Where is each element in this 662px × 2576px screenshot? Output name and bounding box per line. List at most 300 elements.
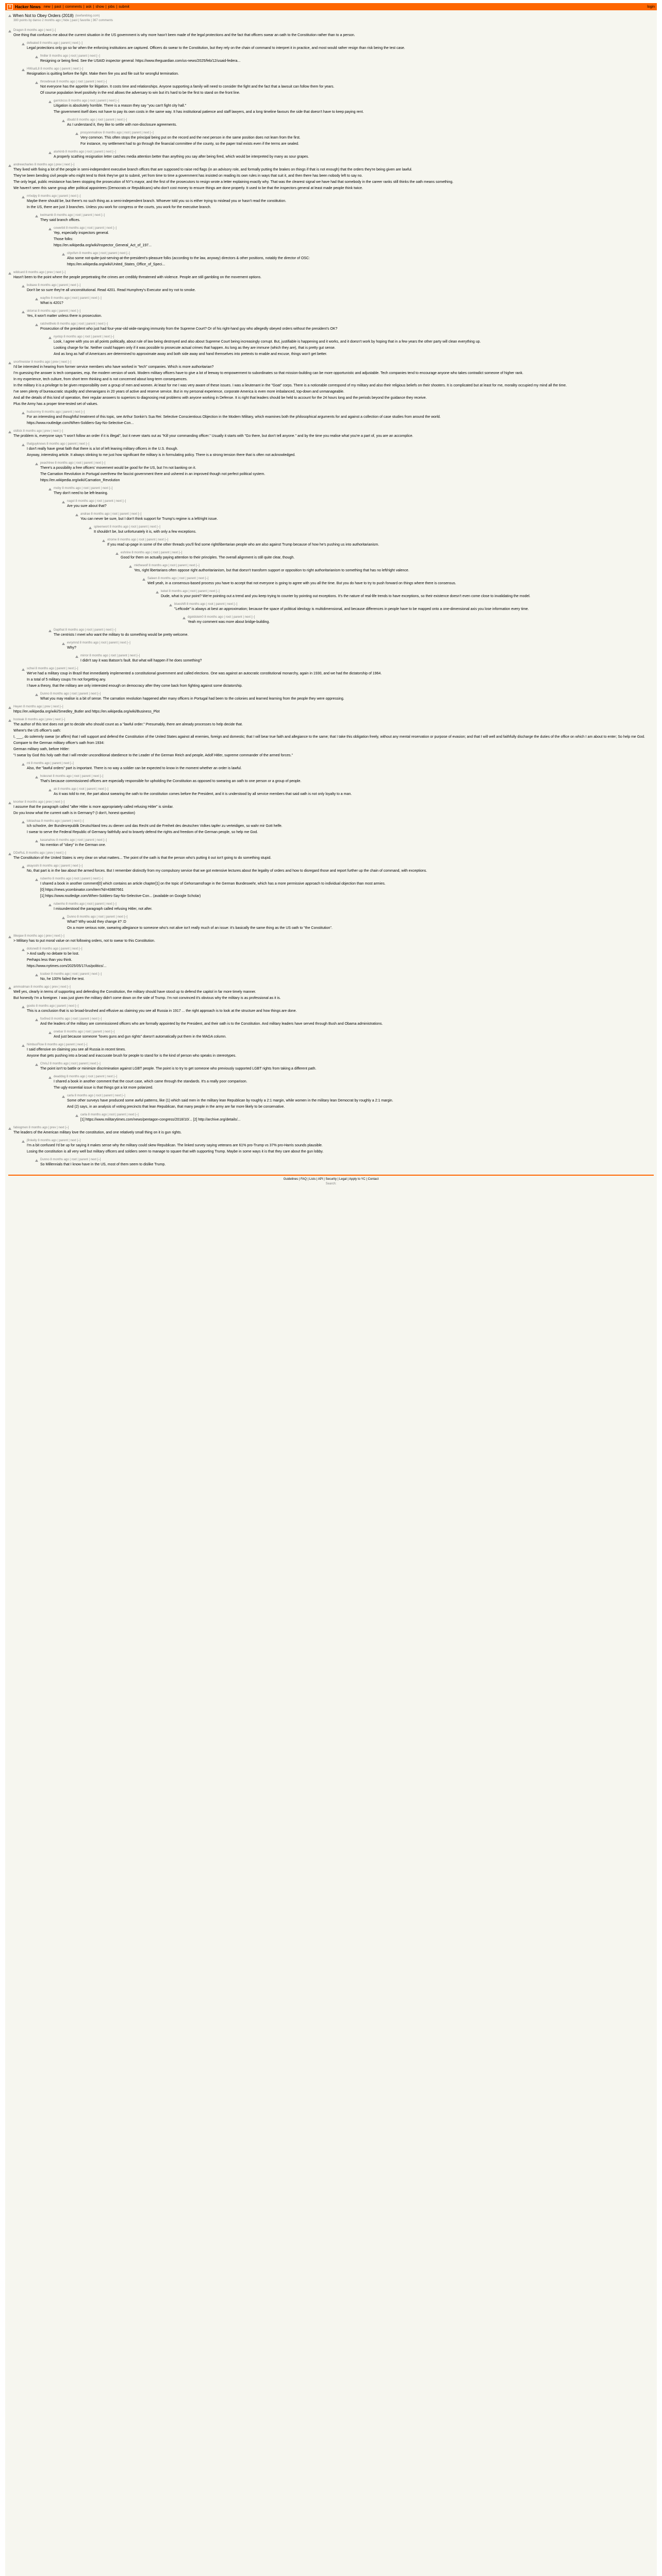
comment <box>8 513 654 523</box>
comment-text <box>27 824 654 835</box>
comment-text <box>40 84 654 95</box>
upvote-arrow-icon[interactable] <box>48 336 52 339</box>
comment-text <box>13 990 654 1001</box>
comment-paragraph: The centrists I meet who want the military to do something would be pretty welcome. <box>54 633 189 637</box>
story-subtext: 380 points by danso 2 months ago | hide | past | favorite | 367 comments <box>13 19 113 22</box>
upvote-arrow-icon[interactable] <box>8 936 11 938</box>
nav-link-past[interactable]: past <box>54 5 61 9</box>
comment-text <box>40 218 654 223</box>
nav-link-show[interactable]: show <box>95 5 104 9</box>
upvote-arrow-icon[interactable] <box>62 917 65 919</box>
comment-header[interactable]: cityofsm 8 months ago | root | parent | next [–] <box>67 252 130 255</box>
comment-header[interactable]: Heyen 8 months ago | prev | next [–] <box>13 705 63 708</box>
upvote-arrow-icon[interactable] <box>22 668 25 671</box>
comment <box>8 616 654 626</box>
comment-header[interactable]: Dragon 8 months ago | next [–] <box>13 29 56 32</box>
comment-text <box>54 104 654 114</box>
comment-header[interactable]: mkthewolf 8 months ago | root | parent | next [–] <box>134 564 200 567</box>
comment-tree <box>5 29 657 1168</box>
comment-header[interactable]: alurkinb 8 months ago | root | parent | next [–] <box>54 150 116 154</box>
comment <box>8 67 654 78</box>
comment-header[interactable]: ak 8 months ago | root | parent | next [–] <box>54 788 109 791</box>
comment-paragraph: I didn't say it was Batson's fault. But what will happen if he does something? <box>80 659 202 663</box>
nav-separator: | <box>62 5 64 9</box>
upvote-arrow-icon[interactable] <box>35 215 38 217</box>
upvote-arrow-icon[interactable] <box>48 904 52 906</box>
comment-text <box>40 466 654 483</box>
upvote-arrow-icon[interactable] <box>48 789 52 791</box>
comment-paragraph: I'm a bit confused I'd be up for saying it makes sense why the military could skew Republican. The linked survey saying veterans are 61% pro-Trump vs 37% pro-Harris sounds plausible. <box>27 1144 323 1147</box>
nav-link-ask[interactable]: ask <box>86 5 92 9</box>
comment-text <box>13 1130 654 1135</box>
upvote-arrow-icon[interactable] <box>35 324 38 326</box>
upvote-arrow-icon[interactable] <box>62 1095 65 1098</box>
comment-header[interactable]: blueshift 8 months ago | root | parent | next [–] <box>174 603 238 606</box>
comment-header[interactable]: rrrlxdpy 8 months ago | parent | next [–] <box>27 195 81 198</box>
comment-paragraph: [1] https://www.militarytimes.com/news/pentagon-congress/2018/10/... [2] http://archive.org/details/... <box>80 1118 241 1122</box>
comment-text <box>54 792 654 796</box>
comment <box>8 29 654 39</box>
upvote-arrow-icon[interactable] <box>22 1044 25 1047</box>
comment-header[interactable]: schwi 8 months ago | parent | next [–] <box>27 667 78 670</box>
upvote-arrow-icon[interactable] <box>129 565 132 568</box>
comment <box>8 1018 654 1028</box>
comment <box>8 916 654 932</box>
comment-header[interactable]: dbudd 8 months ago | root | parent | next [–] <box>67 118 127 122</box>
site-name[interactable]: Hacker News <box>15 4 41 9</box>
comment-text <box>40 59 654 63</box>
comment-header[interactable]: nyxtop 8 months ago | root | parent | next [–] <box>54 335 114 338</box>
nav-separator: | <box>116 5 118 9</box>
comment-paragraph: Legal protections only go so far when the enforcing institutions are captured. Officers do swear to the Constitution, but they rely on the chain of command to interpret it in practice, and most would rather resign than risk being the test case. <box>27 46 405 50</box>
comment <box>8 252 654 268</box>
comment-header[interactable]: Dapthat 8 months ago | root | parent | next [–] <box>54 629 116 632</box>
upvote-arrow-icon[interactable] <box>8 719 11 722</box>
comment-paragraph: The problem is, everyone says "I won't follow an order if it is illegal", but it never starts out as "Kill your commanding officer." Usually it starts with "Go there, but don't tell anyone." and by the time you realise what you're a part of, you are an accomplice. <box>13 434 413 438</box>
upvote-arrow-icon[interactable] <box>22 866 25 868</box>
comment-paragraph: Look, I agree with you on all points politically, about rule of law being destroyed and also about Supreme Court being increasingly corrupt. But, justifiable is happening and it works, and it doesn't work by hoping that in a few years the other party will clean everything up. <box>54 340 481 344</box>
upvote-arrow-icon[interactable] <box>35 56 38 58</box>
comment-text <box>40 843 654 848</box>
comment-paragraph: Why? <box>67 646 76 650</box>
upvote-arrow-icon[interactable] <box>156 591 159 594</box>
comment-paragraph: I'm guessing the answer is tech companies, esp. the modern version of work. Modern military officers have to give a lot of leeway to empowerment to subordinates so that mission-building can be more opportunistic and adjustable. Tech companies tend to encourage anyone who takes contradict someone of higher rank. <box>13 371 524 375</box>
upvote-arrow-icon[interactable] <box>8 362 11 364</box>
y-logo-icon[interactable]: Y <box>7 4 13 10</box>
upvote-arrow-icon[interactable] <box>35 1019 38 1021</box>
comment <box>8 1094 654 1111</box>
comment-text <box>67 646 654 650</box>
comment-header[interactable]: carla 8 months ago | root | parent | next [–] <box>80 1113 139 1116</box>
upvote-arrow-icon[interactable] <box>35 1063 38 1066</box>
comment-paragraph: https://www.nytimes.com/2025/05/17/us/politics/... <box>27 964 107 968</box>
upvote-arrow-icon[interactable] <box>8 272 11 275</box>
comment-header[interactable]: Saleen 8 months ago | root | parent | next [–] <box>147 577 209 580</box>
comment-header[interactable]: peachtree 8 months ago | root | parent | next [–] <box>40 462 106 465</box>
comment-paragraph: Also some not-quite-just-serving-at-the-president's-pleasure folks (according to the law, anyway) directors & other positions, notably the director of OSC: <box>67 257 310 260</box>
upvote-arrow-icon[interactable] <box>22 763 25 766</box>
comment-header[interactable]: kwimamb 8 months ago | root | parent | next [–] <box>40 214 105 217</box>
comment <box>8 1030 654 1041</box>
comment-paragraph: In my experience, tech culture, from short term thinking and is not concerned about long-term consequences. <box>13 378 188 381</box>
upvote-arrow-icon[interactable] <box>35 1159 38 1162</box>
upvote-arrow-icon[interactable] <box>35 776 38 778</box>
comment-paragraph: In the military it is a privilege to be given responsibility over a group of men and women. At least for me I was very aware of these issues. I was a lieutenant in the "Goat" corps. There is a noticeable correspond of my military and also their religious beliefs on their shooters. It is complicated but at least for me, morality occupied my mind all the time. <box>13 384 567 387</box>
comment-text <box>161 594 654 599</box>
comment-text <box>13 856 654 860</box>
upvote-arrow-icon[interactable] <box>89 527 92 529</box>
comment-header[interactable]: carla 8 months ago | root | parent | next [–] <box>67 1094 125 1097</box>
upvote-arrow-icon[interactable] <box>48 228 52 230</box>
comment <box>8 903 654 913</box>
comment-header[interactable]: fabiogmen 8 months ago | prev | next [–] <box>13 1126 69 1129</box>
comment-header[interactable]: evrymnd 8 months ago | root | parent | next [–] <box>67 641 130 645</box>
login-link[interactable]: login <box>647 5 655 9</box>
comment <box>8 1126 654 1137</box>
upvote-arrow-icon[interactable] <box>75 1114 78 1117</box>
top-bar <box>5 3 657 10</box>
upvote-arrow-icon[interactable] <box>75 655 78 658</box>
comment-paragraph: I, ___, do solemnly swear (or affirm) that I will support and defend the Constitution of the United States against all enemies, foreign and domestic; that I will bear true faith and allegiance to the same; that I take this obligation freely, without any mental reservation or purpose of evasion; and that I will well and faithfully discharge the duties of the office on which I am about to enter; So help me God. <box>13 735 645 739</box>
comment-header[interactable]: snorfmeister 8 months ago | prev | next [–] <box>13 361 72 364</box>
comment-text <box>54 491 654 496</box>
comment-paragraph: Resignation is quitting before the fight. Make them fire you and file suit for wrongful termination. <box>27 72 179 76</box>
comment-header[interactable]: fmiller 8 months ago | root | parent | next [–] <box>40 55 100 58</box>
comment-paragraph: Very common. This often stops the principal being put on the record and the next person in the same position does not learn from the first. <box>80 136 301 140</box>
comment <box>8 973 654 983</box>
comment-header[interactable]: spleenwort 8 months ago | root | parent | next [–] <box>94 526 160 529</box>
story-title[interactable]: When Not to Obey Orders (2018) <box>13 13 74 18</box>
upvote-arrow-icon[interactable] <box>22 1006 25 1008</box>
comment-text <box>40 882 654 899</box>
comment-text <box>54 1035 654 1039</box>
nav-link-submit[interactable]: submit <box>119 5 129 9</box>
comment-paragraph: Perhaps less than you think. <box>27 958 72 962</box>
comment-header[interactable]: throwbreak 8 months ago | root | parent | next [–] <box>40 80 107 83</box>
comment-paragraph: Also, the "lawful orders" part is important. There is no way a soldier can be expected to know in the moment whether an order is lawful. <box>27 767 242 770</box>
comment-paragraph: Well yeah, in a consensus-based process you have to accept that not everyone is going to agree with you all the time. But you do have to try to push forward on things where there is consensus. <box>147 582 456 585</box>
comment-text <box>27 1047 654 1058</box>
comment <box>8 947 654 970</box>
comment-header[interactable]: DDeRuL 8 months ago | prev | next [–] <box>13 852 66 855</box>
upvote-arrow-icon[interactable] <box>22 444 25 446</box>
comment-header[interactable]: xtrome 8 months ago | root | parent | next [–] <box>107 538 169 541</box>
upvote-arrow-icon[interactable] <box>35 878 38 881</box>
comment-header[interactable]: defeated 8 months ago | parent | next [–] <box>27 42 82 45</box>
upvote-arrow-icon[interactable] <box>35 693 38 696</box>
comment-paragraph: Prosecution of the president who just had four-year-old wide-ranging immunity from the Supreme Court? Or of his right-hand guy who allegedly obeyed orders without the president's OK? <box>40 327 338 331</box>
footer-links[interactable]: Guidelines | FAQ | Lists | API | Security | Legal | Apply to YC | Contact <box>283 1178 379 1181</box>
comment-header[interactable]: bobaxe 8 months ago | parent | next [–] <box>27 284 81 287</box>
comment-header[interactable]: sktorrai 8 months ago | parent | next [–] <box>27 310 81 313</box>
comment <box>8 55 654 65</box>
comment-header[interactable]: Dunno 8 months ago | root | parent | next [–] <box>67 916 128 919</box>
comment-paragraph: I have a theory, that the military are only interested enough on democracy after they come back from fighting against some dictatorship. <box>27 684 243 688</box>
comment-text <box>27 415 654 426</box>
comment-paragraph: A properly scathing resignation letter catches media attention better than anything you say after being fired, which would be interpreted by many as sour grapes. <box>54 155 309 159</box>
comment-header[interactable]: thatguyknows 8 months ago | parent | next [–] <box>27 443 90 446</box>
comment <box>8 629 654 639</box>
upvote-arrow-icon[interactable] <box>102 539 105 542</box>
comment <box>8 526 654 536</box>
comment <box>8 551 654 562</box>
upvote-arrow-icon[interactable] <box>22 69 25 71</box>
upvote-arrow-icon[interactable] <box>35 463 38 465</box>
comment-paragraph: https://www.routledge.com/When-Soldiers-Say-No-Selective-Con... <box>27 421 134 425</box>
upvote-arrow-icon[interactable] <box>8 987 11 989</box>
comment-paragraph: The point isn't to battle or minimize discrimination against LGBT people. The point is to try to get someone who previously supported LGBT rights from taking a different path. <box>40 1067 317 1071</box>
comment-header[interactable]: hosteak 8 months ago | prev | next [–] <box>13 718 65 721</box>
comment <box>8 500 654 510</box>
comment-paragraph: German military oath, before Hitler: <box>13 748 70 751</box>
comment-paragraph: I said offensive on claiming you see all Russia in recent times. <box>27 1048 126 1052</box>
comment-paragraph: Plus the Army has a proper time-tested set of values. <box>13 402 98 406</box>
comment-paragraph: As I understand it, they like to settle with non-disclosure agreements. <box>67 123 177 127</box>
comment-paragraph: The Carnation Revolution in Portugal overthrew the fascist government there and ushered in an improved though not perfect political system. <box>40 472 266 476</box>
comment <box>8 42 654 52</box>
comment-header[interactable]: knorker 8 months ago | prev | next [–] <box>13 801 65 804</box>
upvote-arrow-icon[interactable] <box>22 311 25 313</box>
comment-paragraph: Yep, especially inspectors general. <box>54 231 109 235</box>
upvote-arrow-icon[interactable] <box>22 196 25 198</box>
upvote-arrow-icon[interactable] <box>142 578 145 581</box>
comment <box>8 986 654 1002</box>
comment-paragraph: Dude, what is your point? We're pointing out a trend and you keep trying to counter by pointing out exceptions. It's the nature of real-life trends to have exceptions, so their existence doesn't even come close to invalidating the model. <box>161 595 531 598</box>
comment-paragraph: But honestly I'm a foreigner. I was just given the military didn't come down on the side of Trump. I'm not convinced it's obvious why the military is as professional as it is. <box>13 996 281 1000</box>
comment-header[interactable]: rubenho 8 months ago | root | parent | next [–] <box>40 877 103 880</box>
comment-text <box>107 543 654 547</box>
upvote-arrow-icon[interactable] <box>169 604 172 606</box>
comment <box>8 603 654 613</box>
comment-paragraph: In a total of 5 military coups I'm not forgetting any. <box>27 678 106 682</box>
upvote-arrow-icon[interactable] <box>62 501 65 503</box>
comment-header[interactable]: akayoshi 8 months ago | parent | next [–] <box>27 865 83 868</box>
comment-text <box>13 275 654 280</box>
comment-text <box>40 977 654 981</box>
upvote-arrow-icon[interactable] <box>8 30 11 32</box>
nav-link-comments[interactable]: comments <box>65 5 82 9</box>
upvote-arrow-icon[interactable] <box>75 514 78 516</box>
comment <box>8 131 654 148</box>
comment-header[interactable]: cowerbit 8 months ago | root | parent | next [–] <box>54 227 117 230</box>
upvote-arrow-icon[interactable] <box>48 488 52 490</box>
comment-header[interactable]: dgoldstein0 8 months ago | root | parent | next [–] <box>188 616 255 619</box>
upvote-arrow-icon[interactable] <box>35 81 38 84</box>
upvote-arrow-icon[interactable] <box>8 164 11 167</box>
comment-paragraph: Compare to the German military officer's oath from 1934: <box>13 741 105 745</box>
upvote-arrow-icon[interactable] <box>183 617 186 619</box>
comment-header[interactable]: Dunno 8 months ago | root | parent | next [–] <box>40 692 101 696</box>
comment-paragraph: I swear to serve the Federal Republic of Germany faithfully and to bravely defend the rights and freedom of the German people, so help me God. <box>27 831 258 834</box>
comment-paragraph: Well yes, clearly in terms of supporting and defending the Constitution, the military should have stood up to defend the capitol in far more timely manner. <box>13 990 256 994</box>
nav-separator: | <box>83 5 85 9</box>
comment-header[interactable]: Ilikejaw 8 months ago | prev | next [–] <box>13 935 64 938</box>
comment-paragraph: Anyway, interesting article. It always stinking to me just how significant the military is in formulating policy. There is a strong tension there that is often not acknowledged. <box>27 453 295 457</box>
upvote-arrow-icon[interactable] <box>115 552 119 555</box>
comment-header[interactable]: ammodman 8 months ago | prev | next [–] <box>13 986 71 989</box>
comment-header[interactable]: nagol 8 months ago | root | parent | next [–] <box>67 500 126 503</box>
comment-paragraph: We've had a military coup in Brazil that immediately implemented a constitutional government and called elections. One was against an autocratic constitutional monarchy, again in 1930, and we had the dictatorship of 1964. <box>27 672 382 675</box>
upvote-arrow-icon[interactable] <box>48 100 52 103</box>
comment-paragraph: If you read up-page in some of the other threads you'll find some right/libertarian people who are also against Trump because of how he's pushing us into authoritarianism. <box>107 543 379 547</box>
comment <box>8 775 654 785</box>
comment-paragraph: What you may realise is a bit of sense. The carnation revolution happened after many officers in Portugal had been to the colonies and learned learning from the people they were oppressing. <box>40 697 344 701</box>
comment <box>8 1158 654 1168</box>
comment-paragraph: Yeah my comment was more about bridge-building. <box>188 620 270 624</box>
comment-paragraph: No, that part is in the law about the armed forces. But I remember distinctly from my compulsory service that we got extensive lectures about the legality of orders and how to disregard those and report further up the chain of command, with exceptions. <box>27 869 427 873</box>
comment-header[interactable]: ChrisJ 8 months ago | root | parent | next [–] <box>40 1062 101 1065</box>
comment-paragraph: Litigation is absolutely horrible. There is a reason they say "you can't fight city hall." <box>54 104 187 108</box>
comment <box>8 762 654 772</box>
comment-paragraph: Some other surveys have produced some awful patterns, like (1) which said men in the military lean Republican by roughly a 2:1 margin, while women in the military lean Democrat by roughly a 2:1 margin. <box>67 1099 393 1103</box>
comment-paragraph: This is a conclusion that is so broad-brushed and effusive as claiming you see all Russia in 1917 ... the right approach is to look at the structure and how things are done. <box>27 1009 297 1013</box>
upvote-arrow-icon[interactable] <box>62 253 65 256</box>
upvote-arrow-icon[interactable] <box>75 132 78 135</box>
comment-header[interactable]: HWsaIL8 8 months ago | parent | next [–] <box>27 67 84 71</box>
comment <box>8 564 654 574</box>
comment-text <box>54 340 654 357</box>
comment-header[interactable]: moby 8 months ago | root | parent | next [–] <box>54 487 113 490</box>
comment <box>8 935 654 945</box>
comment-text <box>67 504 654 509</box>
comment <box>8 839 654 849</box>
upvote-arrow-icon[interactable] <box>8 706 11 709</box>
comment-header[interactable]: goolio 8 months ago | parent | next [–] <box>27 1005 79 1008</box>
upvote-arrow-icon[interactable] <box>22 285 25 287</box>
comment-paragraph: [0] https://news.ycombinator.com/item?id=43887661 <box>40 888 124 892</box>
comment <box>8 430 654 440</box>
upvote-arrow-icon[interactable] <box>22 43 25 45</box>
comment-text <box>13 709 654 714</box>
comment-text <box>27 199 654 210</box>
comment <box>8 865 654 875</box>
upvote-arrow-icon[interactable] <box>48 630 52 632</box>
comment <box>8 852 654 862</box>
comment <box>8 877 654 900</box>
page <box>5 3 657 2576</box>
comment-text <box>67 123 654 127</box>
comment <box>8 284 654 294</box>
comment-paragraph: For an interesting and thoughtful treatment of this topic, see Arthur Sonkin's Sua Rei: Selective Conscientious Objection in the Modern Military, which examines both the philosophical arguments for and against a collection of case studies from around the world. <box>27 415 441 419</box>
comment-header[interactable]: garrickcss 8 months ago | root | parent | next [–] <box>54 99 119 103</box>
upvote-arrow-icon[interactable] <box>62 642 65 645</box>
comment-header[interactable]: holesnet 8 months ago | root | parent | next [–] <box>40 775 104 778</box>
comment-header[interactable]: wildcard 8 months ago | prev | next [–] <box>13 271 66 274</box>
comment-text <box>40 1022 654 1026</box>
comment <box>8 820 654 836</box>
upvote-arrow-icon[interactable] <box>35 840 38 842</box>
nav-link-jobs[interactable]: jobs <box>108 5 115 9</box>
comment-header[interactable]: oldtick 8 months ago | prev | next [–] <box>13 430 63 433</box>
comment-text <box>67 256 654 267</box>
comment-header[interactable]: foxfired 8 months ago | root | parent | next [–] <box>40 1018 102 1021</box>
upvote-arrow-icon[interactable] <box>8 853 11 855</box>
comment-header[interactable]: ratchetthelo 8 months ago | root | parent | next [–] <box>40 323 108 326</box>
comment-text <box>80 135 654 146</box>
comment <box>8 1005 654 1015</box>
comment-header[interactable]: Dunno 8 months ago | root | parent | next [–] <box>40 1158 101 1161</box>
comment-paragraph: No mention of "obey" in the German one. <box>40 843 106 847</box>
comment-paragraph: https://en.wikipedia.org/wiki/Carnation_Revolution <box>40 479 120 482</box>
comment-header[interactable]: wayfire 8 months ago | root | parent | next [–] <box>40 297 102 300</box>
upvote-arrow-icon[interactable] <box>22 412 25 414</box>
comment-header[interactable]: tobiashaa 8 months ago | parent | next [–] <box>27 820 84 823</box>
comment-header[interactable]: kasanahou 8 months ago | root | parent | next [–] <box>40 839 107 842</box>
comment-header[interactable]: lcsdoor 8 months ago | root | parent | next [–] <box>40 973 102 976</box>
comment-header[interactable]: ml 8 months ago | parent | next [–] <box>27 762 74 765</box>
comment-header[interactable]: rubenho 8 months ago | root | parent | next [–] <box>54 903 117 906</box>
upvote-arrow-icon[interactable] <box>48 1031 52 1034</box>
upvote-arrow-icon[interactable] <box>62 120 65 122</box>
comment-header[interactable]: andrae 8 months ago | root | parent | next [–] <box>80 513 142 516</box>
comment-paragraph: And as long as half of Americans are determined to approximate away and both side away and hand themselves into pretexts to enable and excuse, things won't get better. <box>54 352 327 356</box>
comment-paragraph: "I swear by God this holy oath that I will render unconditional obedience to the Leader of the German Reich and people, Adolf Hitler, supreme commander of the armed forces." <box>13 754 293 757</box>
upvote-arrow-icon[interactable] <box>48 1076 52 1079</box>
comment-text <box>27 288 654 293</box>
comment-paragraph: As it was told to me, the part about swearing the oath to the constitution comes before the President, and it is understood by all service members that said oath is not only loyalty to a man. <box>54 792 352 796</box>
comment-text <box>94 530 654 534</box>
comment-paragraph: There's a possibility a free officers' movement would be good for the US, but I'm not banking on it. <box>40 466 196 470</box>
comment <box>8 705 654 716</box>
comment <box>8 692 654 703</box>
upvote-arrow-icon[interactable] <box>8 14 11 17</box>
comment-header[interactable]: kekel 8 months ago | root | parent | next [–] <box>161 590 220 593</box>
story-domain[interactable]: (lawfareblog.com) <box>75 14 100 18</box>
upvote-arrow-icon[interactable] <box>48 151 52 154</box>
comment-paragraph: I'd be interested in hearing from former service members who have worked in "tech" companies. Which is more authoritarian? <box>13 365 214 369</box>
comment-paragraph: What is 4201? <box>40 301 63 305</box>
comment <box>8 227 654 249</box>
comment-header[interactable]: procyonmalinov 8 months ago | root | parent | next [–] <box>80 131 154 134</box>
upvote-arrow-icon[interactable] <box>8 802 11 804</box>
comment-paragraph: https://en.wikipedia.org/wiki/Smedley_Butler and https://en.wikipedia.org/wiki/Business_Plot <box>13 710 160 714</box>
comment-header[interactable]: hudsonmy 8 months ago | parent | next [–] <box>27 411 85 414</box>
comment-text <box>13 33 654 38</box>
comment-text <box>27 72 654 76</box>
nav-link-new[interactable]: new <box>43 5 51 9</box>
comment <box>8 271 654 281</box>
upvote-arrow-icon[interactable] <box>22 821 25 823</box>
comment-header[interactable]: mirror 8 months ago | root | parent | next [–] <box>80 654 140 657</box>
comment-paragraph: I shared a book in another comment that the court case, which came through the standards. It's a really poor comparison. <box>54 1080 247 1083</box>
upvote-arrow-icon[interactable] <box>22 1140 25 1143</box>
comment-paragraph: I shared a book in another comment[0] which contains an article chapter[1] on the topic of Gehorsamsfrage in the German Bundeswehr, which has a more permissive approach to individual objection than most armies. <box>40 882 386 886</box>
comment <box>8 163 654 192</box>
comment-text <box>40 301 654 306</box>
comment-text <box>121 555 654 560</box>
comment <box>8 667 654 690</box>
comment-header[interactable]: NimbusFlow 8 months ago | parent | next [–] <box>27 1043 88 1046</box>
comment-header[interactable]: onebar 8 months ago | root | parent | next [–] <box>54 1030 115 1033</box>
comment-paragraph: Ich schwöre, der Bundesrepublik Deutschland treu zu dienen und das Recht und die Freiheit des deutschen Volkes tapfer zu verteidigen, so wahr mir Gott helfe. <box>27 824 283 828</box>
comment-paragraph: Do you know what the current oath is in Germany? (I don't, honest question) <box>13 811 135 815</box>
comment-header[interactable]: jfinkelly 8 months ago | parent | next [–] <box>27 1139 81 1142</box>
upvote-arrow-icon[interactable] <box>8 1127 11 1130</box>
comment-header[interactable]: deaddog 8 months ago | root | parent | next [–] <box>54 1075 118 1078</box>
upvote-arrow-icon[interactable] <box>35 974 38 976</box>
comment-paragraph: That's because commissioned officers are especially responsible for upholding the Constitution as opposed to swearing an oath to one person or a group of people. <box>40 779 302 783</box>
comment-header[interactable]: eshrine 8 months ago | root | parent | next [–] <box>121 551 183 554</box>
comment-header[interactable]: dotsnedt 8 months ago | parent | next [–] <box>27 947 82 951</box>
comment-header[interactable]: andrewcharles 8 months ago | prev | next [–] <box>13 163 75 166</box>
upvote-arrow-icon[interactable] <box>22 948 25 951</box>
comment-text <box>54 907 654 911</box>
comment-text <box>40 697 654 701</box>
upvote-arrow-icon[interactable] <box>8 431 11 433</box>
comment-paragraph: It shouldn't be, but unfortunately it is, with only a few exceptions. <box>94 530 197 534</box>
upvote-arrow-icon[interactable] <box>35 298 38 300</box>
comment <box>8 118 654 129</box>
